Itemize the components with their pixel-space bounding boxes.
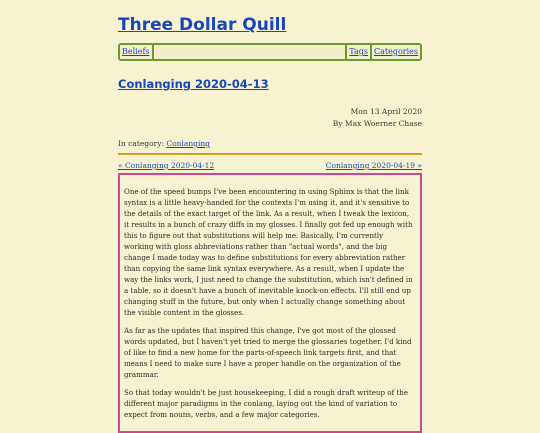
category-prefix: In category: <box>118 139 164 148</box>
post-date: Mon 13 April 2020 <box>350 107 422 116</box>
nav-categories-link[interactable]: Categories <box>374 47 418 56</box>
post-paragraph: One of the speed bumps I've been encountering in using Sphinx is that the link syntax is a little heavy-handed for the contexts I'm using it, and it's sensitive to the details of the exact target of the link. As a result, when I tweak the lexicon, it results in a bunch of crazy diffs in my glosses. I finally got fed up enough with this to figure out that substitutions will help me. Basically, I'm currently working with gloss abbreviations rather than "actual words", and the big change I made today was to define substitutions for every abbreviation rather than copying the same link syntax everywhere. As a result, when I update the way the links work, I just need to change the substitution, which isn't defined in a table, so it doesn't have a bunch of inevitable knock-on effects. I'll still end up changing stuff in the future, but only when I actually change something about the visible content in the glosses. <box>124 187 413 317</box>
nav-beliefs-link[interactable]: Beliefs <box>122 47 150 56</box>
nav-search-field[interactable] <box>154 45 346 59</box>
post-meta <box>118 106 422 130</box>
prev-post-link[interactable]: « Conlanging 2020-04-12 <box>118 161 215 170</box>
nav-tags-link[interactable]: Tags <box>349 47 368 56</box>
next-post-link[interactable]: Conlanging 2020-04-19 » <box>325 161 422 170</box>
site-title-link[interactable]: Three Dollar Quill <box>118 15 287 35</box>
post-navigation <box>118 161 422 171</box>
page <box>118 0 422 433</box>
nav-bar <box>118 43 422 61</box>
category-link[interactable]: Conlanging <box>166 139 210 148</box>
divider-rule <box>118 153 422 155</box>
post-paragraph: As far as the updates that inspired this change, I've got most of the glossed words updated, but I haven't yet tried to merge the glossaries together. I'd kind of like to find a new home for the parts-of-speech link targets first, and that means I need to make sure I have a proper handle on the organization of the grammar. <box>124 326 412 379</box>
post-author: By Max Woerner Chase <box>332 119 422 128</box>
post-paragraph: So that today wouldn't be just housekeeping, I did a rough draft writeup of the different major paradigms in the conlang, laying out the kind of variation to expect from nouns, verbs, and a few major categories. <box>124 388 409 419</box>
post-category <box>118 138 422 149</box>
post-title-link[interactable]: Conlanging 2020-04-13 <box>118 77 269 91</box>
post-content <box>118 173 422 433</box>
